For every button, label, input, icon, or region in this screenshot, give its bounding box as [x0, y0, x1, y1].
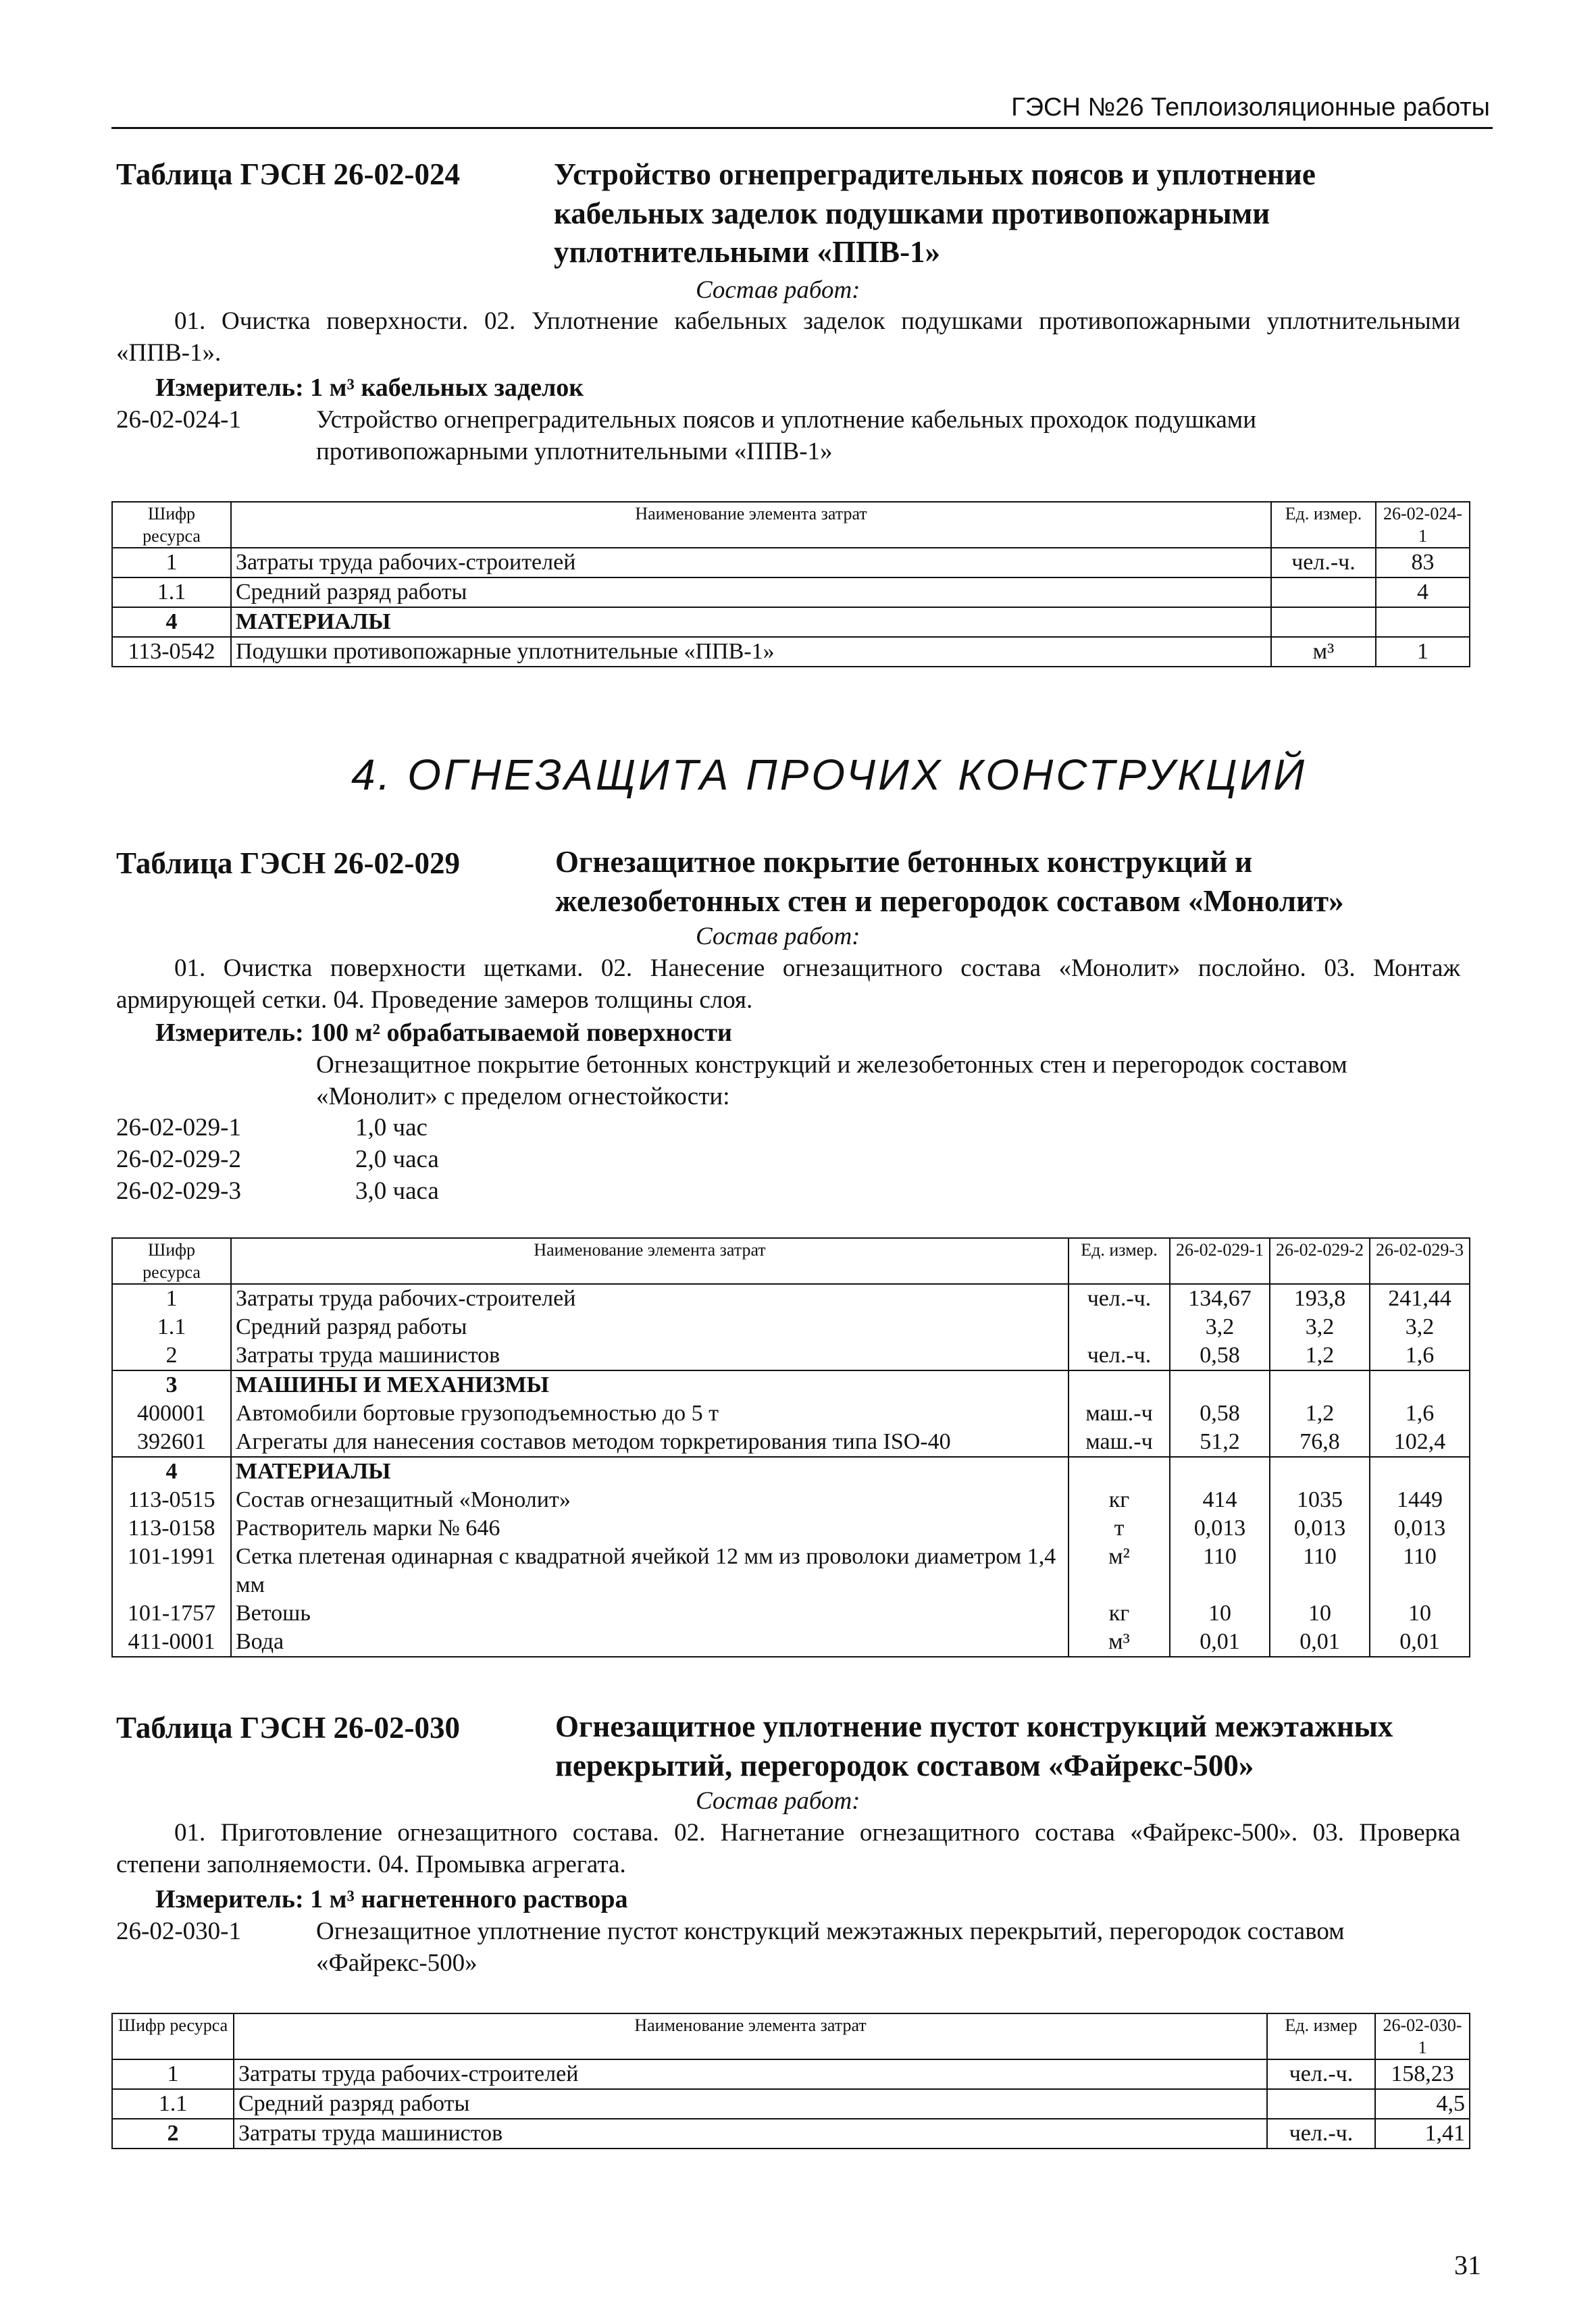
col-head-code: Шифр ресурса [112, 2013, 234, 2059]
row-unit: маш.-ч [1069, 1428, 1170, 1457]
table-024-work: 01. Очистка поверхности. 02. Уплотнение кабельных заделок подушками противопожарными уплотнительными «ППВ-1». [116, 307, 1460, 367]
item-value: 1,0 час [355, 1114, 428, 1141]
table-029-intro: Огнезащитное покрытие бетонных конструкций и железобетонных стен и перегородок составом «Монолит» с пределом огнестойкости: [316, 1051, 1347, 1111]
row-value: 3,2 [1270, 1313, 1370, 1341]
row-unit: кг [1069, 1599, 1170, 1628]
row-value: 110 [1270, 1543, 1370, 1599]
table-024-measure: Измеритель: 1 м³ кабельных заделок [155, 374, 584, 402]
row-value: 0,01 [1270, 1628, 1370, 1657]
row-unit [1271, 607, 1376, 637]
table-030-grid [111, 2013, 1470, 2149]
row-value: 241,44 [1370, 1284, 1470, 1313]
table-row [112, 1599, 1470, 1628]
row-value: 3,2 [1370, 1313, 1470, 1341]
row-code: 101-1991 [112, 1543, 231, 1599]
row-value: 158,23 [1375, 2059, 1470, 2089]
row-value: 1,6 [1370, 1341, 1470, 1370]
row-value: 0,01 [1370, 1628, 1470, 1657]
table-row [112, 548, 1470, 577]
table-row [112, 1313, 1470, 1341]
row-value: 0,58 [1170, 1341, 1270, 1370]
row-value: 10 [1270, 1599, 1370, 1628]
table-024-item-text: Устройство огнепреградительных поясов и уплотнение кабельных проходок подушками противопожарными уплотнительными «ППВ-1» [316, 406, 1256, 466]
row-value: 1,6 [1370, 1399, 1470, 1428]
row-name: Затраты труда рабочих-строителей [231, 1284, 1069, 1313]
row-code: 3 [112, 1370, 231, 1399]
row-value: 83 [1376, 548, 1470, 577]
row-value: 0,58 [1170, 1399, 1270, 1428]
table-029-work: 01. Очистка поверхности щетками. 02. Нанесение огнезащитного состава «Монолит» послойно. 03. Монтаж армирующей сетки. 04. Проведение замеров толщины слоя. [116, 954, 1460, 1014]
row-value [1370, 1370, 1470, 1399]
page-number: 31 [1454, 2250, 1481, 2280]
row-value: 0,013 [1270, 1514, 1370, 1543]
row-name: Затраты труда рабочих-строителей [231, 548, 1271, 577]
header-rule [111, 127, 1493, 129]
col-head-code: Шифр ресурса [112, 1238, 231, 1284]
row-code: 113-0158 [112, 1514, 231, 1543]
table-row [112, 607, 1470, 637]
table-row [112, 1628, 1470, 1657]
row-value: 110 [1170, 1543, 1270, 1599]
row-unit [1267, 2089, 1375, 2119]
table-030-sostav: Состав работ: [696, 1787, 860, 1815]
table-row [112, 577, 1470, 607]
row-code: 2 [112, 1341, 231, 1370]
table-024-sostav: Состав работ: [696, 276, 860, 304]
row-value [1376, 607, 1470, 637]
item-code: 26-02-029-2 [116, 1146, 241, 1173]
row-name: Средний разряд работы [231, 577, 1271, 607]
row-value: 0,013 [1370, 1514, 1470, 1543]
col-head-unit: Ед. измер [1267, 2013, 1375, 2059]
row-name: Средний разряд работы [234, 2089, 1267, 2119]
table-024-label: Таблица ГЭСН 26-02-024 [116, 157, 460, 191]
row-value: 193,8 [1270, 1284, 1370, 1313]
row-unit: чел.-ч. [1267, 2119, 1375, 2149]
col-head-value: 26-02-030-1 [1375, 2013, 1470, 2059]
table-row [112, 1284, 1470, 1313]
row-unit: маш.-ч [1069, 1399, 1170, 1428]
table-row [112, 1457, 1470, 1486]
row-name: МАТЕРИАЛЫ [231, 1457, 1069, 1486]
row-name: Затраты труда машинистов [231, 1341, 1069, 1370]
row-code: 411-0001 [112, 1628, 231, 1657]
col-head-unit: Ед. измер. [1069, 1238, 1170, 1284]
section-heading: 4. ОГНЕЗАЩИТА ПРОЧИХ КОНСТРУКЦИЙ [351, 750, 1307, 799]
row-name: МАШИНЫ И МЕХАНИЗМЫ [231, 1370, 1069, 1399]
col-head-value-1: 26-02-029-1 [1170, 1238, 1270, 1284]
col-head-name: Наименование элемента затрат [231, 1238, 1069, 1284]
row-unit [1069, 1457, 1170, 1486]
table-row [112, 2089, 1470, 2119]
table-row [112, 2119, 1470, 2149]
row-unit: чел.-ч. [1267, 2059, 1375, 2089]
row-unit: м³ [1069, 1628, 1170, 1657]
row-code: 1 [112, 1284, 231, 1313]
table-row [112, 1514, 1470, 1543]
row-value [1370, 1457, 1470, 1486]
row-name: Автомобили бортовые грузоподъемностью до 5 т [231, 1399, 1069, 1428]
row-code: 1.1 [112, 2089, 234, 2119]
row-value: 10 [1170, 1599, 1270, 1628]
row-unit: чел.-ч. [1069, 1284, 1170, 1313]
table-029-label: Таблица ГЭСН 26-02-029 [116, 846, 460, 880]
row-value: 4 [1376, 577, 1470, 607]
row-unit: м² [1069, 1543, 1170, 1599]
row-code: 1.1 [112, 577, 231, 607]
row-value [1270, 1370, 1370, 1399]
table-row [112, 2059, 1470, 2089]
table-row [112, 1543, 1470, 1599]
table-029-sostav: Состав работ: [696, 923, 860, 950]
row-name: Подушки противопожарные уплотнительные «ППВ-1» [231, 637, 1271, 667]
table-row [112, 1486, 1470, 1514]
row-value: 10 [1370, 1599, 1470, 1628]
item-code: 26-02-029-3 [116, 1177, 241, 1205]
col-head-name: Наименование элемента затрат [234, 2013, 1267, 2059]
col-head-unit: Ед. измер. [1271, 502, 1376, 548]
table-row [112, 1370, 1470, 1399]
row-value: 1449 [1370, 1486, 1470, 1514]
row-name: Средний разряд работы [231, 1313, 1069, 1341]
row-value: 134,67 [1170, 1284, 1270, 1313]
row-value: 1035 [1270, 1486, 1370, 1514]
row-code: 4 [112, 607, 231, 637]
row-name: Состав огнезащитный «Монолит» [231, 1486, 1069, 1514]
row-value: 76,8 [1270, 1428, 1370, 1457]
row-unit: т [1069, 1514, 1170, 1543]
table-row [112, 637, 1470, 667]
row-value: 3,2 [1170, 1313, 1270, 1341]
row-unit [1069, 1370, 1170, 1399]
row-value [1270, 1457, 1370, 1486]
row-name: Затраты труда машинистов [234, 2119, 1267, 2149]
row-unit: чел.-ч. [1069, 1341, 1170, 1370]
row-value: 102,4 [1370, 1428, 1470, 1457]
row-name: Вода [231, 1628, 1069, 1657]
table-row [112, 1399, 1470, 1428]
col-head-value: 26-02-024-1 [1376, 502, 1470, 548]
row-unit: чел.-ч. [1271, 548, 1376, 577]
row-code: 1 [112, 548, 231, 577]
item-value: 3,0 часа [355, 1177, 439, 1205]
row-code: 113-0515 [112, 1486, 231, 1514]
col-head-value-3: 26-02-029-3 [1370, 1238, 1470, 1284]
row-value [1170, 1457, 1270, 1486]
col-head-name: Наименование элемента затрат [231, 502, 1271, 548]
page-header: ГЭСН №26 Теплоизоляционные работы [1011, 93, 1490, 122]
row-name: Агрегаты для нанесения составов методом торкретирования типа ISO-40 [231, 1428, 1069, 1457]
row-code: 4 [112, 1457, 231, 1486]
col-head-code: Шифр ресурса [112, 502, 231, 548]
row-value [1170, 1370, 1270, 1399]
row-value: 1,41 [1375, 2119, 1470, 2149]
item-code: 26-02-029-1 [116, 1114, 241, 1141]
row-value: 110 [1370, 1543, 1470, 1599]
table-029-measure: Измеритель: 100 м² обрабатываемой поверхности [155, 1019, 732, 1047]
table-030-item-code: 26-02-030-1 [116, 1918, 241, 1945]
table-030-measure: Измеритель: 1 м³ нагнетенного раствора [155, 1885, 628, 1913]
row-code: 2 [112, 2119, 234, 2149]
table-030-work: 01. Приготовление огнезащитного состава. 02. Нагнетание огнезащитного состава «Файрекс-500». 03. Проверка степени заполняемости. 04. Промывка агрегата. [116, 1819, 1460, 1879]
row-unit [1271, 577, 1376, 607]
row-value: 0,01 [1170, 1628, 1270, 1657]
row-code: 400001 [112, 1399, 231, 1428]
table-030-label: Таблица ГЭСН 26-02-030 [116, 1711, 460, 1745]
row-name: Затраты труда рабочих-строителей [234, 2059, 1267, 2089]
row-code: 1 [112, 2059, 234, 2089]
table-029-grid [111, 1237, 1470, 1657]
row-value: 4,5 [1375, 2089, 1470, 2119]
row-value: 0,013 [1170, 1514, 1270, 1543]
row-name: Ветошь [231, 1599, 1069, 1628]
row-name: Растворитель марки № 646 [231, 1514, 1069, 1543]
row-code: 392601 [112, 1428, 231, 1457]
col-head-value-2: 26-02-029-2 [1270, 1238, 1370, 1284]
item-value: 2,0 часа [355, 1146, 439, 1173]
table-024-title: Устройство огнепреградительных поясов и уплотнение кабельных заделок подушками противопожарными уплотнительными «ППВ-1» [554, 157, 1316, 269]
table-029-title: Огнезащитное покрытие бетонных конструкций и железобетонных стен и перегородок составом «Монолит» [555, 845, 1344, 918]
table-024-grid [111, 501, 1470, 667]
row-code: 101-1757 [112, 1599, 231, 1628]
row-unit: м³ [1271, 637, 1376, 667]
row-unit: кг [1069, 1486, 1170, 1514]
row-value: 414 [1170, 1486, 1270, 1514]
table-030-title: Огнезащитное уплотнение пустот конструкций межэтажных перекрытий, перегородок составом «Файрекс-500» [555, 1709, 1393, 1782]
table-row [112, 1428, 1470, 1457]
row-value: 51,2 [1170, 1428, 1270, 1457]
row-value: 1,2 [1270, 1399, 1370, 1428]
row-value: 1,2 [1270, 1341, 1370, 1370]
table-030-item-text: Огнезащитное уплотнение пустот конструкций межэтажных перекрытий, перегородок составом «Файрекс-500» [316, 1918, 1345, 1978]
row-code: 1.1 [112, 1313, 231, 1341]
table-024-item-code: 26-02-024-1 [116, 406, 241, 434]
row-code: 113-0542 [112, 637, 231, 667]
row-value: 1 [1376, 637, 1470, 667]
row-unit [1069, 1313, 1170, 1341]
row-name: МАТЕРИАЛЫ [231, 607, 1271, 637]
row-name: Сетка плетеная одинарная с квадратной ячейкой 12 мм из проволоки диаметром 1,4 мм [231, 1543, 1069, 1599]
table-row [112, 1341, 1470, 1370]
